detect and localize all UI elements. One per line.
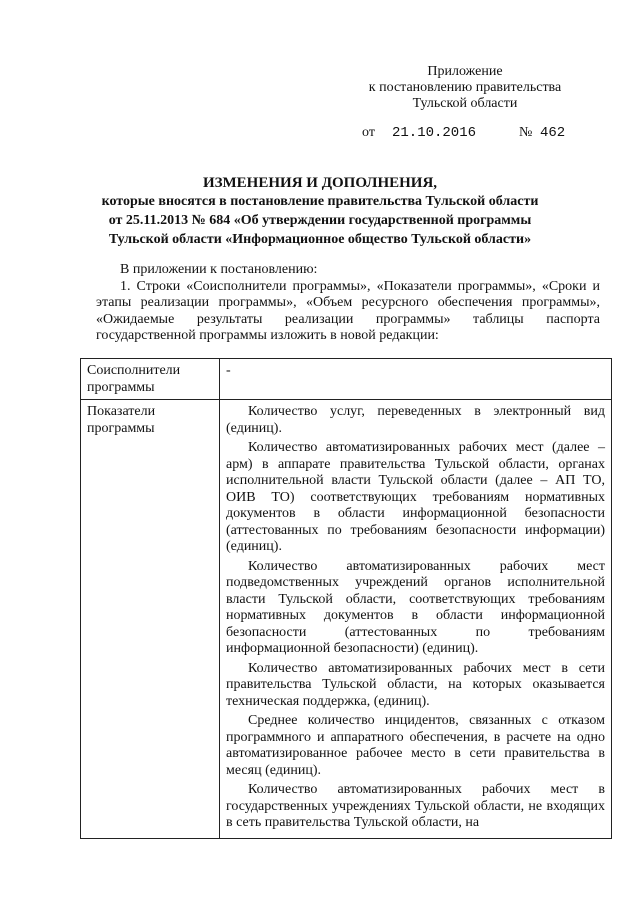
- heading-title: ИЗМЕНЕНИЯ И ДОПОЛНЕНИЯ,: [202, 175, 438, 191]
- indicator-item: Среднее количество инцидентов, связанных с отказом программного и аппаратного обеспечения, в расчете на одно автоматизированное рабочее место в сети правительства в месяц (единиц).: [226, 713, 605, 778]
- resolution-number: 462: [540, 125, 566, 141]
- indicator-item: Количество автоматизированных рабочих мест в сети правительства Тульской области, на которых оказывается техническая поддержка, (единиц).: [226, 660, 605, 709]
- appendix-block: [360, 64, 570, 112]
- indicator-item: Количество автоматизированных рабочих мест (далее – арм) в аппарате правительства Тульской области, органах исполнительной власти Тульской области (далее – АП ТО, ОИВ ТО) соответствующих требованиям нормативных документов в области информационной безопасности (аттестованных по требованиям безопасности информации) (единиц).: [226, 440, 605, 554]
- row-label-indicators: Показатели программы: [81, 400, 220, 839]
- table-row: [81, 359, 612, 400]
- intro-paragraph-2: 1. Строки «Соисполнители программы», «Показатели программы», «Сроки и этапы реализации программы», «Объем ресурсного обеспечения программы», «Ожидаемые результаты реализации программы» таблицы паспорта государственной программы изложить в новой редакции:: [96, 278, 600, 343]
- appendix-line-2: к постановлению правительства: [368, 80, 562, 95]
- number-label: №: [519, 125, 533, 140]
- passport-table: [80, 358, 612, 839]
- indicator-item: Количество автоматизированных рабочих мест подведомственных учреждений органов исполнительной власти Тульской области, соответствующих требованиям нормативных документов в области информационной безопасности (аттестованных по требованиям информационной безопасности) (единиц).: [226, 558, 605, 656]
- heading-subtitle-2: от 25.11.2013 № 684 «Об утверждении государственной программы: [108, 213, 532, 228]
- from-label: от: [362, 125, 375, 140]
- row-value-indicators: [220, 400, 612, 839]
- indicator-item: Количество автоматизированных рабочих мест в государственных учреждениях Тульской области, не входящих в сеть правительства Тульской области, на: [226, 782, 605, 830]
- heading-subtitle-1: которые вносятся в постановление правительства Тульской области: [101, 194, 539, 209]
- row-value-text: -: [226, 363, 231, 378]
- appendix-line-3: Тульской области: [412, 96, 518, 111]
- row-value-coexecutors: [220, 359, 612, 400]
- table-row: [81, 400, 612, 839]
- row-label-coexecutors: Соисполнители программы: [81, 359, 220, 400]
- appendix-title: Приложение: [427, 64, 503, 79]
- heading-subtitle-3: Тульской области «Информационное общество Тульской области»: [108, 232, 532, 247]
- indicator-item: Количество услуг, переведенных в электронный вид (единиц).: [226, 404, 605, 436]
- intro-text: [96, 262, 600, 345]
- intro-paragraph-1: В приложении к постановлению:: [120, 262, 318, 277]
- resolution-date: 21.10.2016: [392, 125, 477, 141]
- document-heading: [90, 175, 550, 249]
